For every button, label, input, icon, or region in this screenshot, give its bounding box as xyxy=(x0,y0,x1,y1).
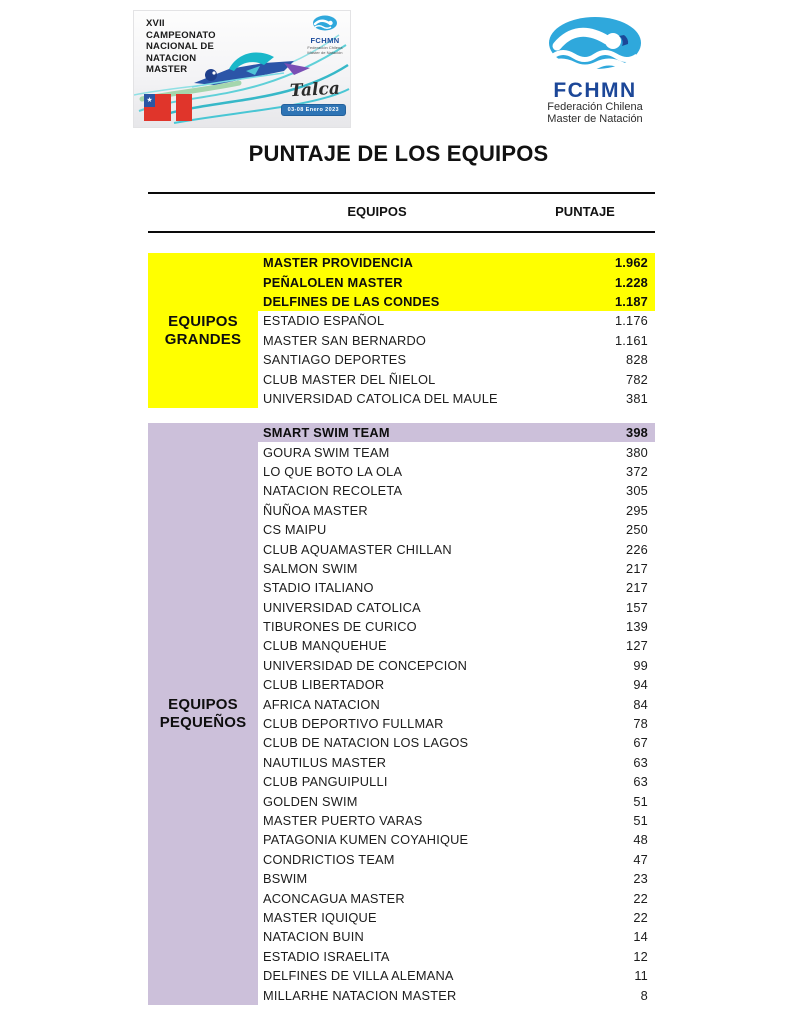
federation-name-line2: Master de Natación xyxy=(547,112,643,125)
table-row xyxy=(258,423,655,442)
team-name: LO QUE BOTO LA OLA xyxy=(263,463,403,479)
swimmer-icon xyxy=(545,16,645,74)
event-title-line: XVII xyxy=(146,18,165,29)
team-score: 11 xyxy=(634,968,648,984)
federation-name: Master de Natación xyxy=(307,50,343,55)
team-score: 380 xyxy=(626,444,648,460)
team-score: 99 xyxy=(633,657,648,673)
event-title-line: NATACION xyxy=(146,52,197,64)
section-rows xyxy=(258,423,655,1005)
table-row xyxy=(258,311,655,330)
team-name: CLUB DE NATACION LOS LAGOS xyxy=(263,735,469,751)
team-name: UNIVERSIDAD CATOLICA xyxy=(263,599,421,615)
table-row xyxy=(258,272,655,291)
team-score: 47 xyxy=(633,851,648,867)
table-row xyxy=(258,617,655,636)
table-row xyxy=(258,520,655,539)
team-name: UNIVERSIDAD DE CONCEPCION xyxy=(263,657,468,673)
table-row xyxy=(258,675,655,694)
team-score: 226 xyxy=(626,541,648,557)
team-name: AFRICA NATACION xyxy=(263,696,380,712)
team-score: 48 xyxy=(633,832,648,848)
table-row xyxy=(258,598,655,617)
event-title-line: NACIONAL DE xyxy=(146,41,214,52)
team-name: CLUB DEPORTIVO FULLMAR xyxy=(263,716,444,732)
table-row xyxy=(258,656,655,675)
team-score: 12 xyxy=(633,948,648,964)
team-name: SANTIAGO DEPORTES xyxy=(263,352,407,368)
team-name: PATAGONIA KUMEN COYAHIQUE xyxy=(263,832,469,848)
team-score: 63 xyxy=(633,754,648,770)
team-score: 67 xyxy=(633,735,648,751)
team-score: 1.228 xyxy=(614,274,648,290)
table-row xyxy=(258,481,655,500)
team-name: ESTADIO ISRAELITA xyxy=(263,948,390,964)
section-label xyxy=(148,253,258,408)
table-row xyxy=(258,888,655,907)
column-header-puntaje: PUNTAJE xyxy=(555,204,615,219)
team-name: SMART SWIM TEAM xyxy=(263,425,390,441)
table-row xyxy=(258,733,655,752)
table-row xyxy=(258,578,655,597)
table-row xyxy=(258,753,655,772)
team-section xyxy=(148,423,655,1005)
event-date-badge: 03-08 Enero 2023 xyxy=(282,105,345,115)
table-row xyxy=(258,772,655,791)
team-name: SALMON SWIM xyxy=(263,560,358,576)
team-name: PEÑALOLEN MASTER xyxy=(263,274,403,290)
team-score: 22 xyxy=(633,909,648,925)
section-rows xyxy=(258,253,655,408)
page-title: PUNTAJE DE LOS EQUIPOS xyxy=(248,141,549,166)
team-score: 22 xyxy=(633,890,648,906)
team-name: MASTER PROVIDENCIA xyxy=(263,255,414,271)
team-score: 78 xyxy=(633,716,648,732)
fchmn-acronym: FCHMN xyxy=(553,79,637,102)
section-label xyxy=(148,423,258,1005)
team-score: 23 xyxy=(633,871,648,887)
section-label-line: EQUIPOS xyxy=(168,696,238,714)
table-row xyxy=(258,985,655,1004)
table-row xyxy=(258,636,655,655)
team-name: CS MAIPU xyxy=(263,522,327,538)
event-title xyxy=(146,18,216,76)
team-name: MASTER SAN BERNARDO xyxy=(263,332,427,348)
team-name: GOURA SWIM TEAM xyxy=(263,444,390,460)
team-score: 250 xyxy=(626,522,648,538)
team-score: 1.176 xyxy=(614,313,648,329)
team-name: UNIVERSIDAD CATOLICA DEL MAULE xyxy=(263,390,498,406)
event-title-line: CAMPEONATO xyxy=(146,29,216,41)
team-score: 157 xyxy=(626,599,648,615)
table-row xyxy=(258,850,655,869)
team-name: CLUB LIBERTADOR xyxy=(263,677,385,693)
team-name: CLUB MASTER DEL ÑIELOL xyxy=(263,371,436,387)
team-name: DELFINES DE LAS CONDES xyxy=(263,293,440,309)
table-row xyxy=(258,369,655,388)
team-score: 295 xyxy=(626,502,648,518)
team-name: ESTADIO ESPAÑOL xyxy=(263,313,385,329)
team-score: 63 xyxy=(633,774,648,790)
team-name: CLUB MANQUEHUE xyxy=(263,638,387,654)
table-row xyxy=(258,947,655,966)
team-score: 14 xyxy=(633,929,648,945)
team-name: NATACION BUIN xyxy=(263,929,364,945)
team-name: CONDRICTIOS TEAM xyxy=(263,851,395,867)
gobierno-de-chile-logo xyxy=(144,94,171,121)
table-row xyxy=(258,331,655,350)
table-row xyxy=(258,350,655,369)
table-row xyxy=(258,927,655,946)
table-row xyxy=(258,501,655,520)
table-row xyxy=(258,292,655,311)
team-name: BSWIM xyxy=(263,871,308,887)
team-score: 217 xyxy=(626,580,648,596)
fchmn-logo xyxy=(535,16,655,125)
event-title-line: MASTER xyxy=(146,64,188,75)
team-name: MASTER PUERTO VARAS xyxy=(263,813,423,828)
team-name: DELFINES DE VILLA ALEMANA xyxy=(263,968,454,984)
federation-name: Federación Chilena xyxy=(307,45,343,50)
event-banner xyxy=(133,10,351,128)
table-row xyxy=(258,714,655,733)
section-label-line: EQUIPOS xyxy=(168,313,238,331)
team-score: 1.187 xyxy=(614,293,648,309)
section-label-line: PEQUEÑOS xyxy=(159,713,247,731)
table-row xyxy=(258,869,655,888)
team-score: 828 xyxy=(626,352,648,368)
table-row xyxy=(258,559,655,578)
team-name: STADIO ITALIANO xyxy=(263,580,374,596)
table-row xyxy=(258,966,655,985)
table-row xyxy=(258,908,655,927)
team-score: 372 xyxy=(626,463,648,479)
fchmn-acronym: FCHMN xyxy=(310,36,340,45)
swimmer-icon xyxy=(312,15,338,32)
team-name: TIBURONES DE CURICO xyxy=(263,619,417,635)
team-name: ÑUÑOA MASTER xyxy=(263,502,368,518)
table-row xyxy=(258,539,655,558)
team-score: 305 xyxy=(626,483,648,499)
team-score: 84 xyxy=(633,696,648,712)
table-row xyxy=(258,389,655,408)
team-section xyxy=(148,253,655,408)
section-label-line: GRANDES xyxy=(164,330,242,348)
team-name: CLUB AQUAMASTER CHILLAN xyxy=(263,541,452,557)
team-score: 94 xyxy=(633,677,648,693)
team-score: 139 xyxy=(626,619,648,635)
team-score: 1.161 xyxy=(614,332,648,348)
team-score: 51 xyxy=(633,793,648,809)
header-rule-top xyxy=(148,192,655,194)
team-score: 398 xyxy=(626,425,648,441)
ministerio-logo xyxy=(176,94,192,121)
team-score: 217 xyxy=(626,560,648,576)
gobierno-de-chile-logos xyxy=(144,94,192,121)
team-score: 51 xyxy=(633,813,648,828)
table-row xyxy=(258,791,655,810)
table-row xyxy=(258,462,655,481)
team-name: MASTER IQUIQUE xyxy=(263,909,377,925)
event-location: Talca xyxy=(289,78,341,102)
team-name: MILLARHE NATACION MASTER xyxy=(263,987,457,1003)
table-row xyxy=(258,811,655,830)
team-score: 782 xyxy=(626,371,648,387)
column-header-equipos: EQUIPOS xyxy=(347,204,407,219)
table-row xyxy=(258,442,655,461)
team-name: ACONCAGUA MASTER xyxy=(263,890,405,906)
team-name: NAUTILUS MASTER xyxy=(263,754,387,770)
team-name: NATACION RECOLETA xyxy=(263,483,403,499)
table-row xyxy=(258,694,655,713)
team-score: 8 xyxy=(640,987,648,1003)
team-name: GOLDEN SWIM xyxy=(263,793,358,809)
fchmn-mini-logo xyxy=(304,15,346,55)
header-rule-bottom xyxy=(148,231,655,233)
team-name: CLUB PANGUIPULLI xyxy=(263,774,388,790)
team-score: 381 xyxy=(626,390,648,406)
table-row xyxy=(258,253,655,272)
table-row xyxy=(258,830,655,849)
team-score: 1.962 xyxy=(614,255,648,271)
team-score: 127 xyxy=(626,638,648,654)
federation-name-line1: Federación Chilena xyxy=(547,101,643,113)
